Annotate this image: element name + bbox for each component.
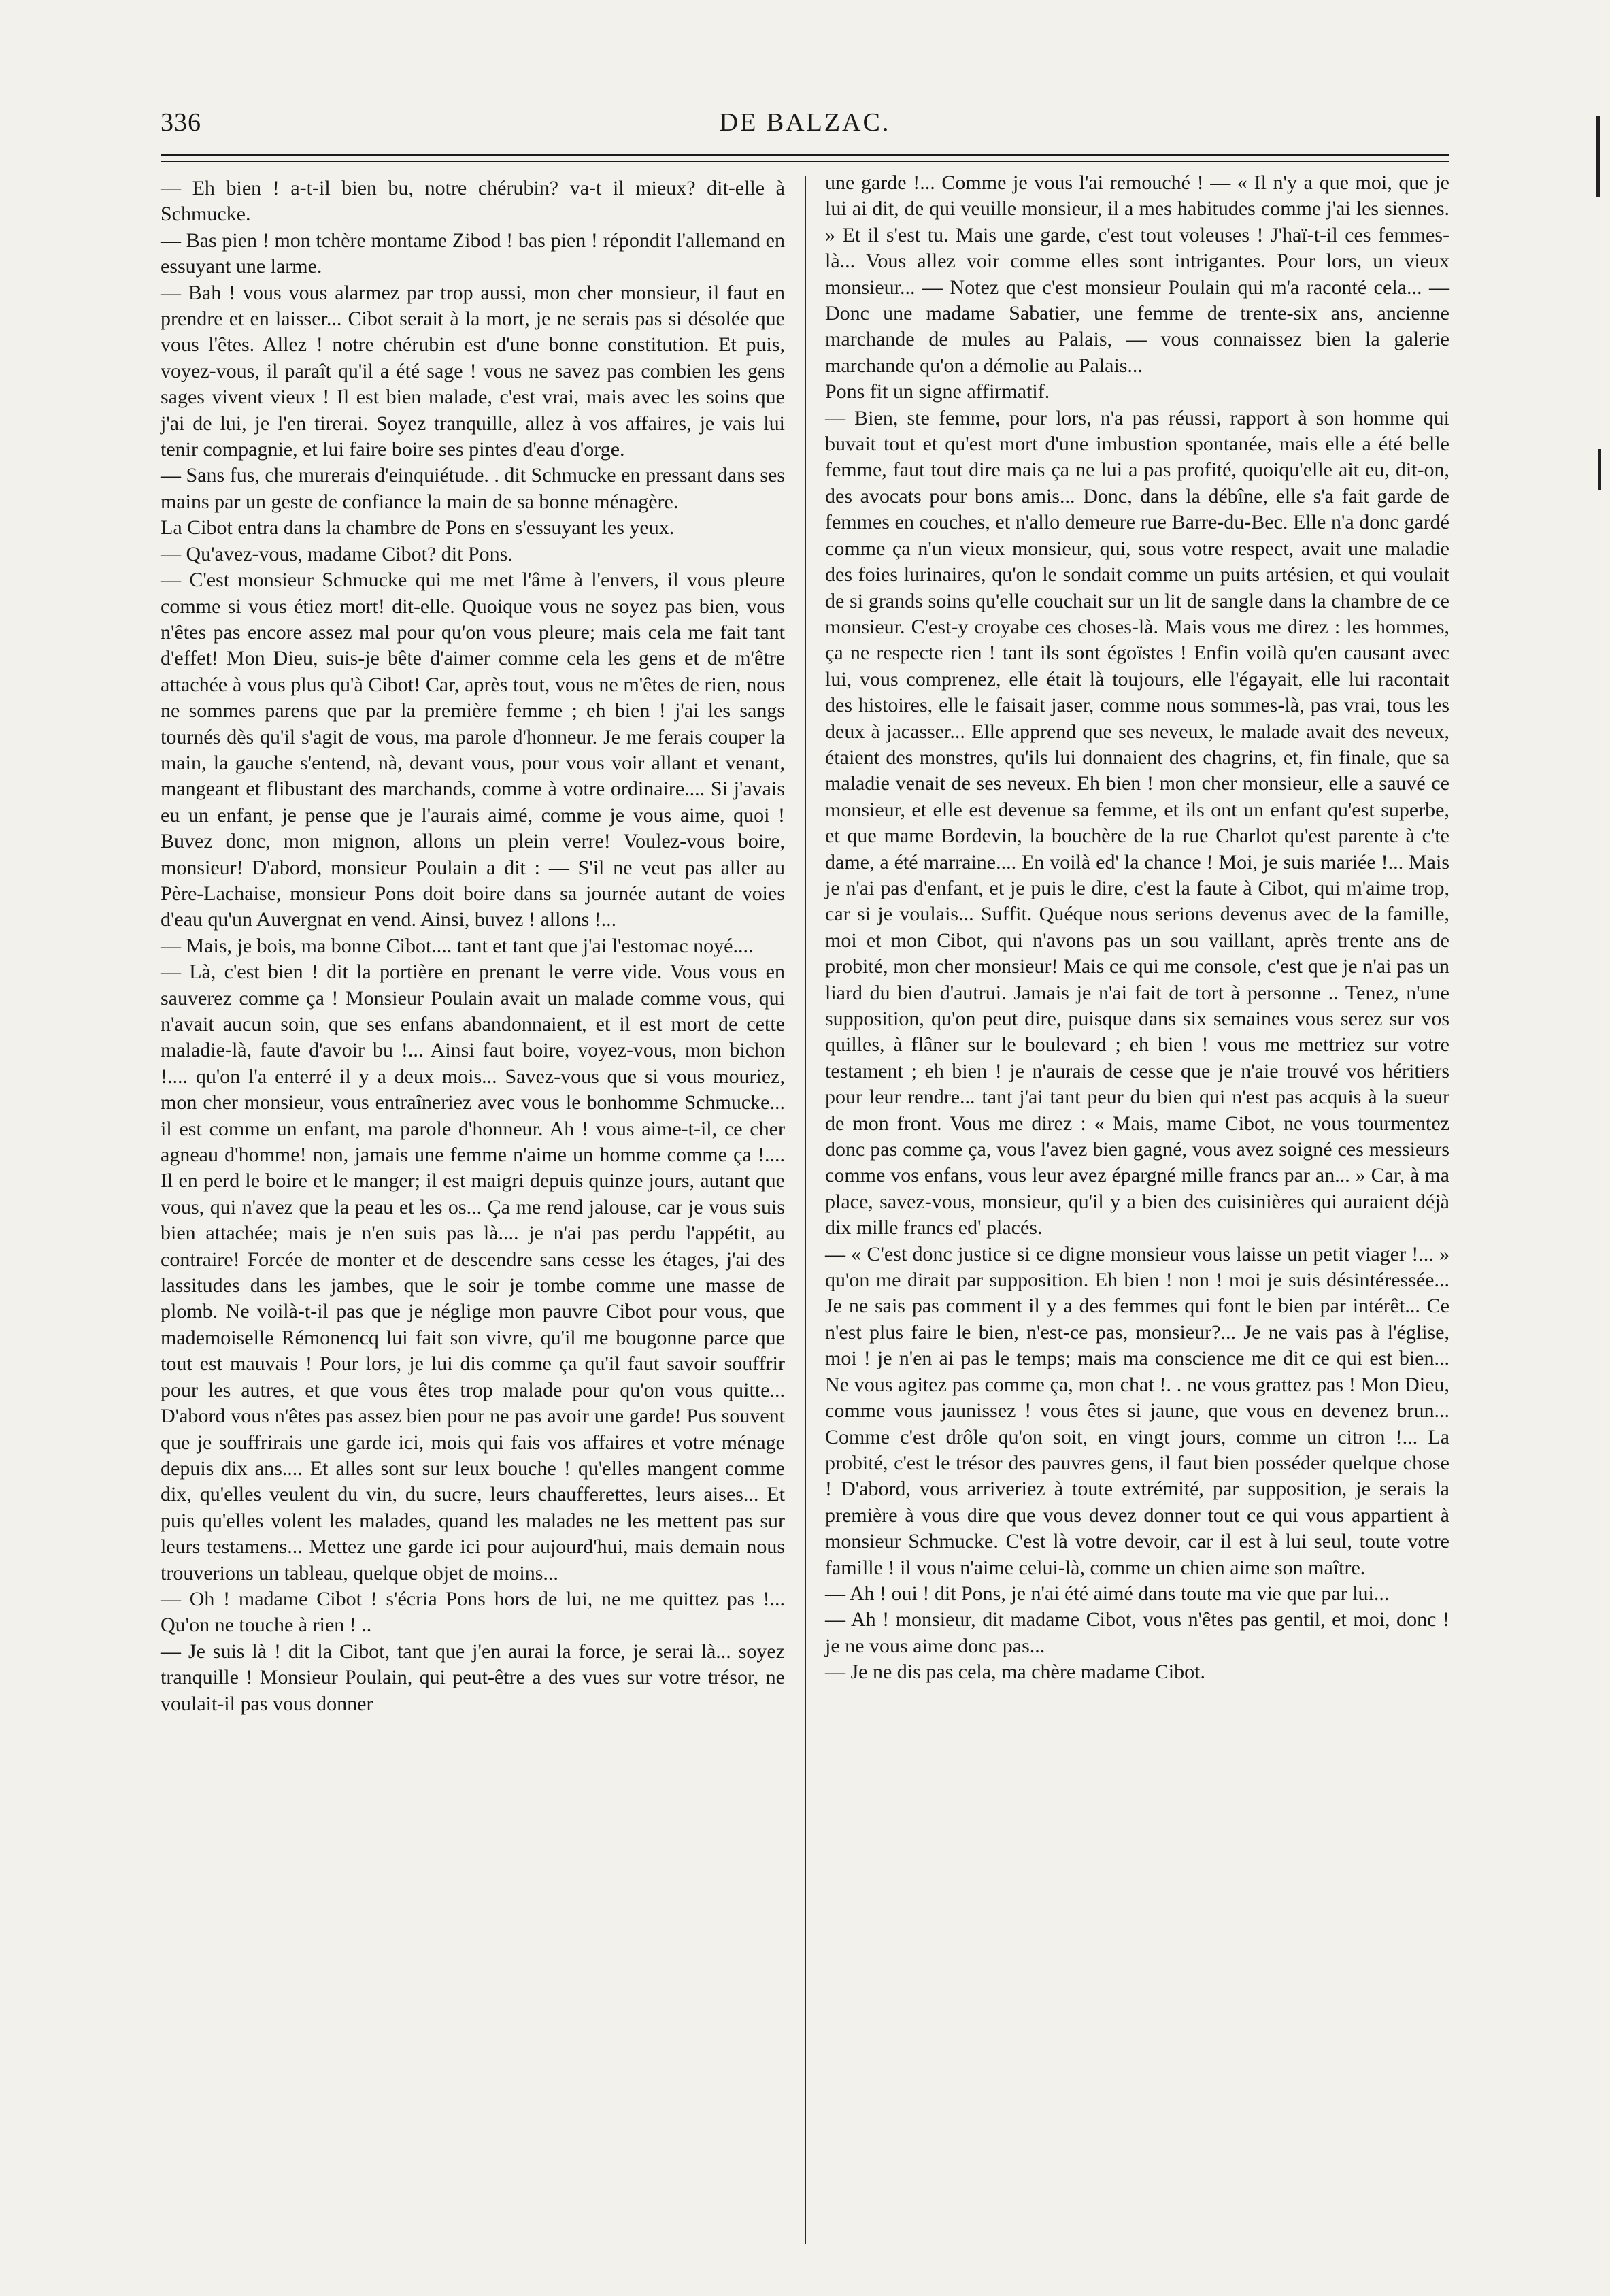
- scan-edge-mark: [1598, 449, 1601, 490]
- column-divider: [805, 176, 806, 2244]
- paragraph: — Bah ! vous vous alarmez par trop aussi, mon cher monsieur, il faut en prendre et en laisser... Cibot serait à la mort, je ne serais pas si désolée que vous l'êtes. Allez ! notre chérubin est d'une bonne constitution. Et puis, voyez-vous, il paraît qu'il a été sage ! vous ne savez pas combien les gens sages vivent vieux ! Il est bien malade, c'est vrai, mais avec les soins que j'ai de lui, je l'en tirerai. Soyez tranquille, allez à vos affaires, je vais lui tenir compagnie, et lui faire boire ses pintes d'eau d'orge.: [161, 281, 785, 461]
- paragraph: — Qu'avez-vous, madame Cibot? dit Pons.: [161, 542, 513, 565]
- paragraph: — « C'est donc justice si ce digne monsieur vous laisse un petit viager !... » qu'on me dirait par supposition. Eh bien ! non ! moi je suis désintéressée... Je ne sais pas comment il y a des femmes qui font le bien par intérêt... Ce n'est plus faire le bien, n'est-ce pas, monsieur?... Je ne vais pas à l'église, moi ! je n'en ai pas le temps; mais ma conscience me dit ce qui est bien... Ne vous agitez pas comme ça, mon chat !. . ne vous grattez pas ! Mon Dieu, comme vous jaunissez ! vous êtes si jaune, que vous en devenez brun... Comme c'est drôle qu'on soit, en vingt jours, comme un citron !... La probité, c'est le trésor des pauvres gens, il faut bien posséder quelque chose ! D'abord, vous arriveriez à toute extrémité, par supposition, je serais la première à vous dire que vous devez donner tout ce qui vous appartient à monsieur Schmucke. C'est là votre devoir, car il est à lui seul, toute votre famille ! il vous n'aime celui-là, comme un chien aime son maître.: [825, 1242, 1449, 1579]
- scan-edge-mark: [1596, 116, 1600, 197]
- right-column: [825, 170, 1449, 1686]
- paragraph: — Sans fus, che murerais d'einquiétude. . dit Schmucke en pressant dans ses mains par un geste de confiance la main de sa bonne ménagère.: [161, 464, 785, 513]
- paragraph: — Oh ! madame Cibot ! s'écria Pons hors de lui, ne me quittez pas !... Qu'on ne touche à rien ! ..: [161, 1587, 785, 1637]
- paragraph: — Ah ! monsieur, dit madame Cibot, vous n'êtes pas gentil, et moi, donc ! je ne vous aime donc pas...: [825, 1608, 1449, 1657]
- paragraph: — Là, c'est bien ! dit la portière en prenant le verre vide. Vous vous en sauverez comme ça ! Monsieur Poulain avait un malade comme vous, qui n'avait aucun soin, que ses enfans abandonnaient, et il est mort de cette maladie-là, faute d'avoir bu !... Ainsi faut boire, voyez-vous, mon bichon !.... qu'on l'a enterré il y a deux mois... Savez-vous que si vous mouriez, mon cher monsieur, vous entraîneriez avec vous le bonhomme Schmucke... il est comme un enfant, ma parole d'honneur. Ah ! vous aime-t-il, ce cher agneau d'homme! non, jamais une femme n'aime un homme comme ça !.... Il en perd le boire et le manger; il est maigri depuis quinze jours, autant que vous, qui n'avez que la peau et les os... Ça me rend jalouse, car je vous suis bien attachée; mais je n'en suis pas là.... je n'ai pas perdu l'appétit, au contraire! Forcée de monter et de descendre sans cesse les étages, j'ai des lassitudes dans les jambes, que le soir je tombe comme une masse de plomb. Ne voilà-t-il pas que je néglige mon pauvre Cibot pour vous, que mademoiselle Rémonencq lui fait son vivre, qu'il me bougonne parce que tout est mauvais ! Pour lors, je lui dis comme ça qu'il faut savoir souffrir pour les autres, et que vous êtes trop malade pour qu'on vous quitte... D'abord vous n'êtes pas assez bien pour ne pas avoir une garde! Pus souvent que je souffrirais une garde ici, mois qui fais vos affaires et votre ménage depuis dix ans.... Et alles sont sur leux bouche ! qu'elles mangent comme dix, qu'elles veulent du vin, du sucre, leurs chaufferettes, leurs aises... Et puis qu'elles volent les malades, quand les malades ne les mettent pas sur leurs testamens... Mettez une garde ici pour aujourd'hui, mais demain nous trouverions un tableau, quelque objet de moins...: [161, 961, 785, 1584]
- paragraph: La Cibot entra dans la chambre de Pons en s'essuyant les yeux.: [161, 516, 675, 539]
- paragraph: — Bas pien ! mon tchère montame Zibod ! bas pien ! répondit l'allemand en essuyant une larme.: [161, 229, 785, 278]
- paragraph: — Je suis là ! dit la Cibot, tant que j'en aurai la force, je serai là... soyez tranquille ! Monsieur Poulain, qui peut-être a des vues sur votre trésor, ne voulait-il pas vous donner: [161, 1640, 785, 1715]
- page-number: 336: [161, 108, 201, 137]
- paragraph: — C'est monsieur Schmucke qui me met l'âme à l'envers, il vous pleure comme si vous étiez mort! dit-elle. Quoique vous ne soyez pas bien, vous n'êtes pas encore assez mal pour qu'on vous pleure; mais cela me fait tant d'effet! Mon Dieu, suis-je bête d'aimer comme cela les gens et de m'être attachée à vous plus qu'à Cibot! Car, après tout, vous ne m'êtes de rien, nous ne sommes parens que par la première femme ; eh bien ! j'ai les sangs tournés dès qu'il s'agit de vous, ma parole d'honneur. Je me ferais couper la main, la gauche s'entend, nà, devant vous, pour vous voir allant et venant, mangeant et flibustant des marchands, comme à votre ordinaire.... Si j'avais eu un enfant, je pense que je l'aurais aimé, comme je vous aime, quoi ! Buvez donc, mon mignon, allons un plein verre! Voulez-vous boire, monsieur! D'abord, monsieur Poulain a dit : — S'il ne veut pas aller au Père-Lachaise, monsieur Pons doit boire dans sa journée autant de voies d'eau qu'un Auvergnat en vend. Ainsi, buvez ! allons !...: [161, 569, 785, 931]
- paragraph: — Ah ! oui ! dit Pons, je n'ai été aimé dans toute ma vie que par lui...: [825, 1582, 1390, 1605]
- paragraph: — Je ne dis pas cela, ma chère madame Cibot.: [825, 1661, 1205, 1684]
- running-title: DE BALZAC.: [719, 108, 891, 137]
- paragraph: une garde !... Comme je vous l'ai remouché ! — « Il n'y a que moi, que je lui ai dit, de qui veuille monsieur, il a mes habitudes comme j'ai les siennes. » Et il s'est tu. Mais une garde, c'est tout voleuses ! J'haï-t-il ces femmes-là... Vous allez voir comme elles sont intrigantes. Pour lors, un vieux monsieur... — Notez que c'est monsieur Poulain qui m'a raconté cela... — Donc une madame Sabatier, une femme de trente-six ans, ancienne marchande de mules au Palais, — vous connaissez bien la galerie marchande qu'on a démolie au Palais...: [825, 171, 1449, 377]
- paragraph: — Eh bien ! a-t-il bien bu, notre chérubin? va-t il mieux? dit-elle à Schmucke.: [161, 177, 785, 226]
- paragraph: — Bien, ste femme, pour lors, n'a pas réussi, rapport à son homme qui buvait tout et qu'est mort d'une imbustion spontanée, mais elle a été belle femme, faut tout dire mais ça ne lui a pas profité, quoiqu'elle ait eu, dit-on, des avocats pour bons amis... Donc, dans la débîne, elle s'a fait garde de femmes en couches, et n'allo demeure rue Barre-du-Bec. Elle n'a donc gardé comme ça n'un vieux monsieur, qui, sous votre respect, avait une maladie des foies lurinaires, qu'on le sondait comme un puits artésien, et qui voulait de si grands soins qu'elle couchait sur un lit de sangle dans la chambre de ce monsieur. C'est-y croyabe ces choses-là. Mais vous me direz : les hommes, ça ne respecte rien ! tant ils sont égoïstes ! Enfin voilà qu'en causant avec lui, vous comprenez, elle était là toujours, elle l'égayait, elle lui racontait des histoires, elle le faisait jaser, comme nous sommes-là, pas vrai, tous les deux à jacasser... Elle apprend que ses neveux, le malade avait des neveux, étaient des monstres, qu'ils lui donnaient des chagrins, et, fin finale, que sa maladie venait de ses neveux. Eh bien ! mon cher monsieur, elle a sauvé ce monsieur, et elle est devenue sa femme, et ils ont un enfant qu'est superbe, et que mame Bordevin, la bouchère de la rue Charlot qu'est parente à c'te dame, a été marraine.... En voilà ed' la chance ! Moi, je suis mariée !... Mais je n'ai pas d'enfant, et je puis le dire, c'est la faute à Cibot, qui m'aime trop, car si je voulais... Suffit. Quéque nous serions devenus avec de la famille, moi et mon Cibot, qui n'avons pas un sou vaillant, après trente ans de probité, mon cher monsieur! Mais ce qui me console, c'est que je n'ai pas un liard du bien d'autrui. Jamais je n'ai fait de tort à personne .. Tenez, n'une supposition, qu'on peut dire, puisque dans six semaines vous serez sur vos quilles, à flâner sur le boulevard ; eh bien ! vous me mettriez sur votre testament ; eh bien ! je n'aurais de cesse que je n'aie trouvé vos héritiers pour leur rendre... tant j'ai tant peur du bien qui n'est pas acquis à la sueur de mon front. Vous me direz : « Mais, mame Cibot, ne vous tourmentez donc pas comme ça, vous l'avez bien gagné, vous avez soigné ces messieurs comme vos enfans, vous leur avez épargné mille francs par an... » Car, à ma place, savez-vous, monsieur, qu'il y a bien des cuisinières qui auraient déjà dix mille francs ed' placés.: [825, 406, 1449, 1239]
- page-header: [161, 102, 1449, 150]
- header-rule-thin: [161, 161, 1449, 162]
- header-rule-thick: [161, 154, 1449, 156]
- left-column: [161, 176, 785, 1717]
- paragraph: — Mais, je bois, ma bonne Cibot.... tant et tant que j'ai l'estomac noyé....: [161, 934, 754, 957]
- paragraph: Pons fit un signe affirmatif.: [825, 380, 1050, 403]
